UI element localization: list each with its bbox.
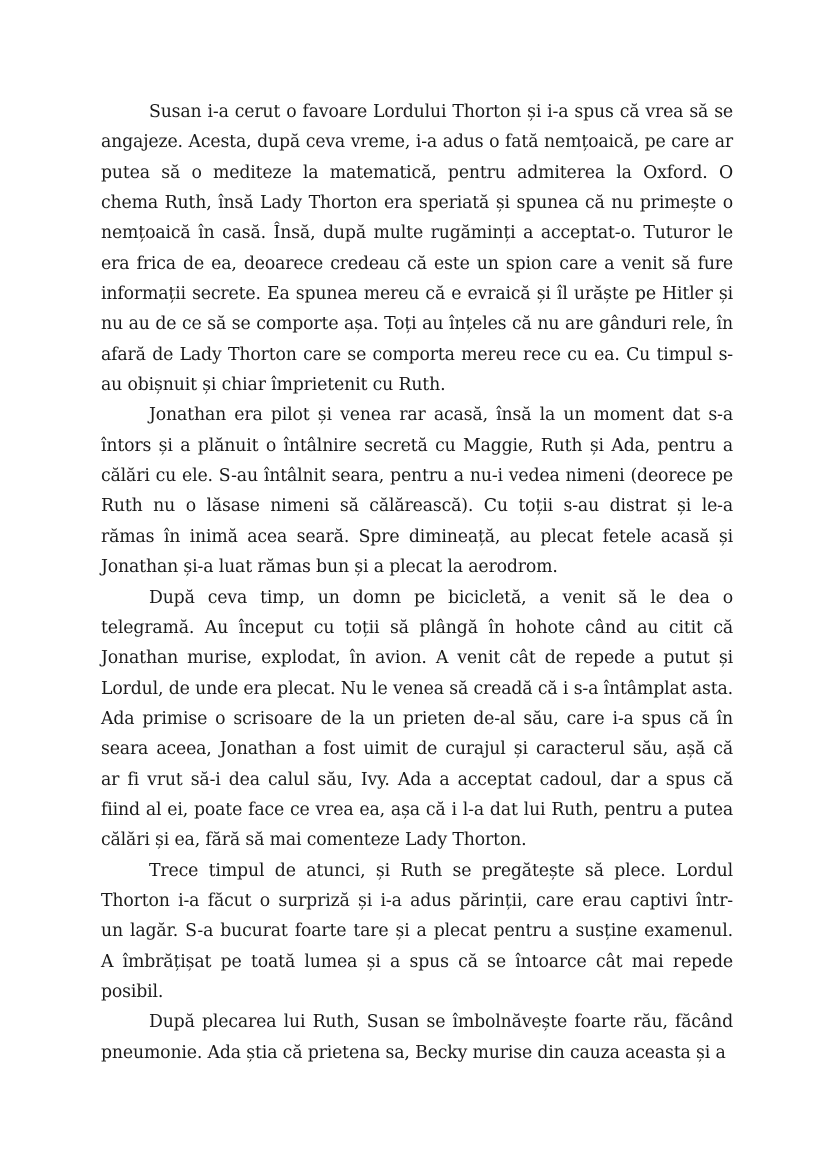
text-line: ar fi vrut să-i dea calul său, Ivy. Ada a acceptat cadoul, dar a spus că [101, 769, 733, 790]
text-line: Jonathan era pilot și venea rar acasă, însă la un moment dat s-a [149, 405, 733, 426]
text-line: fiind al ei, poate face ce vrea ea, așa că i l-a dat lui Ruth, pentru a putea [101, 799, 733, 820]
text-line: Ruth nu o lăsase nimeni să călărească). Cu toții s-au distrat și le-a [101, 496, 733, 517]
text-line: era frica de ea, deoarece credeau că este un spion care a venit să fure [101, 253, 733, 274]
text-line: au obișnuit și chiar împrietenit cu Ruth. [101, 375, 446, 396]
text-line: putea să o mediteze la matematică, pentru admiterea la Oxford. O [101, 162, 733, 183]
text-line: nemțoaică în casă. Însă, după multe rugăminți a acceptat-o. Tuturor le [101, 223, 733, 244]
text-line: nu au de ce să se comporte așa. Toți au înțeles că nu are gânduri rele, în [101, 314, 733, 335]
text-line: informații secrete. Ea spunea mereu că e evraică și îl urăște pe Hitler și [101, 284, 733, 305]
paragraph [101, 583, 733, 856]
text-line: După plecarea lui Ruth, Susan se îmbolnăvește foarte rău, făcând [149, 1012, 733, 1033]
text-line: Lordul, de unde era plecat. Nu le venea să creadă că i s-a întâmplat asta. [101, 678, 733, 699]
text-line: După ceva timp, un domn pe bicicletă, a venit să le dea o [149, 587, 733, 608]
document-body [101, 97, 733, 1068]
text-line: întors și a plănuit o întâlnire secretă cu Maggie, Ruth și Ada, pentru a [101, 435, 733, 456]
text-line: rămas în inimă acea seară. Spre dimineață, au plecat fetele acasă și [101, 526, 733, 547]
text-line: chema Ruth, însă Lady Thorton era speriată și spunea că nu primește o [101, 193, 733, 214]
text-line: A îmbrățișat pe toată lumea și a spus că se întoarce cât mai repede [101, 951, 733, 972]
text-line: Jonathan și-a luat rămas bun și a plecat la aerodrom. [101, 557, 558, 578]
text-line: Ada primise o scrisoare de la un prieten de-al său, care i-a spus că în [101, 708, 733, 729]
text-line: călări și ea, fără să mai comenteze Lady Thorton. [101, 830, 527, 851]
text-line: angajeze. Acesta, după ceva vreme, i-a adus o fată nemțoaică, pe care ar [101, 132, 733, 153]
text-line: un lagăr. S-a bucurat foarte tare și a plecat pentru a susține examenul. [101, 921, 733, 942]
text-line: pneumonie. Ada știa că prietena sa, Becky murise din cauza aceasta și a [101, 1042, 726, 1063]
paragraph [101, 97, 733, 400]
text-line: telegramă. Au început cu toții să plângă în hohote când au citit că [101, 617, 733, 638]
paragraph [101, 856, 733, 1008]
paragraph [101, 400, 733, 582]
text-line: călări cu ele. S-au întâlnit seara, pentru a nu-i vedea nimeni (deorece pe [101, 466, 733, 487]
paragraph [101, 1007, 733, 1068]
text-line: seara aceea, Jonathan a fost uimit de curajul și caracterul său, așă că [101, 739, 733, 760]
text-line: afară de Lady Thorton care se comporta mereu rece cu ea. Cu timpul s- [101, 344, 733, 365]
text-line: Susan i-a cerut o favoare Lordului Thorton și i-a spus că vrea să se [149, 102, 733, 122]
text-line: Trece timpul de atunci, și Ruth se pregătește să plece. Lordul [149, 860, 733, 881]
text-line: posibil. [101, 981, 164, 1002]
text-line: Jonathan murise, explodat, în avion. A venit cât de repede a putut și [101, 648, 733, 669]
text-line: Thorton i-a făcut o surpriză și i-a adus părinții, care erau captivi într- [101, 890, 733, 911]
